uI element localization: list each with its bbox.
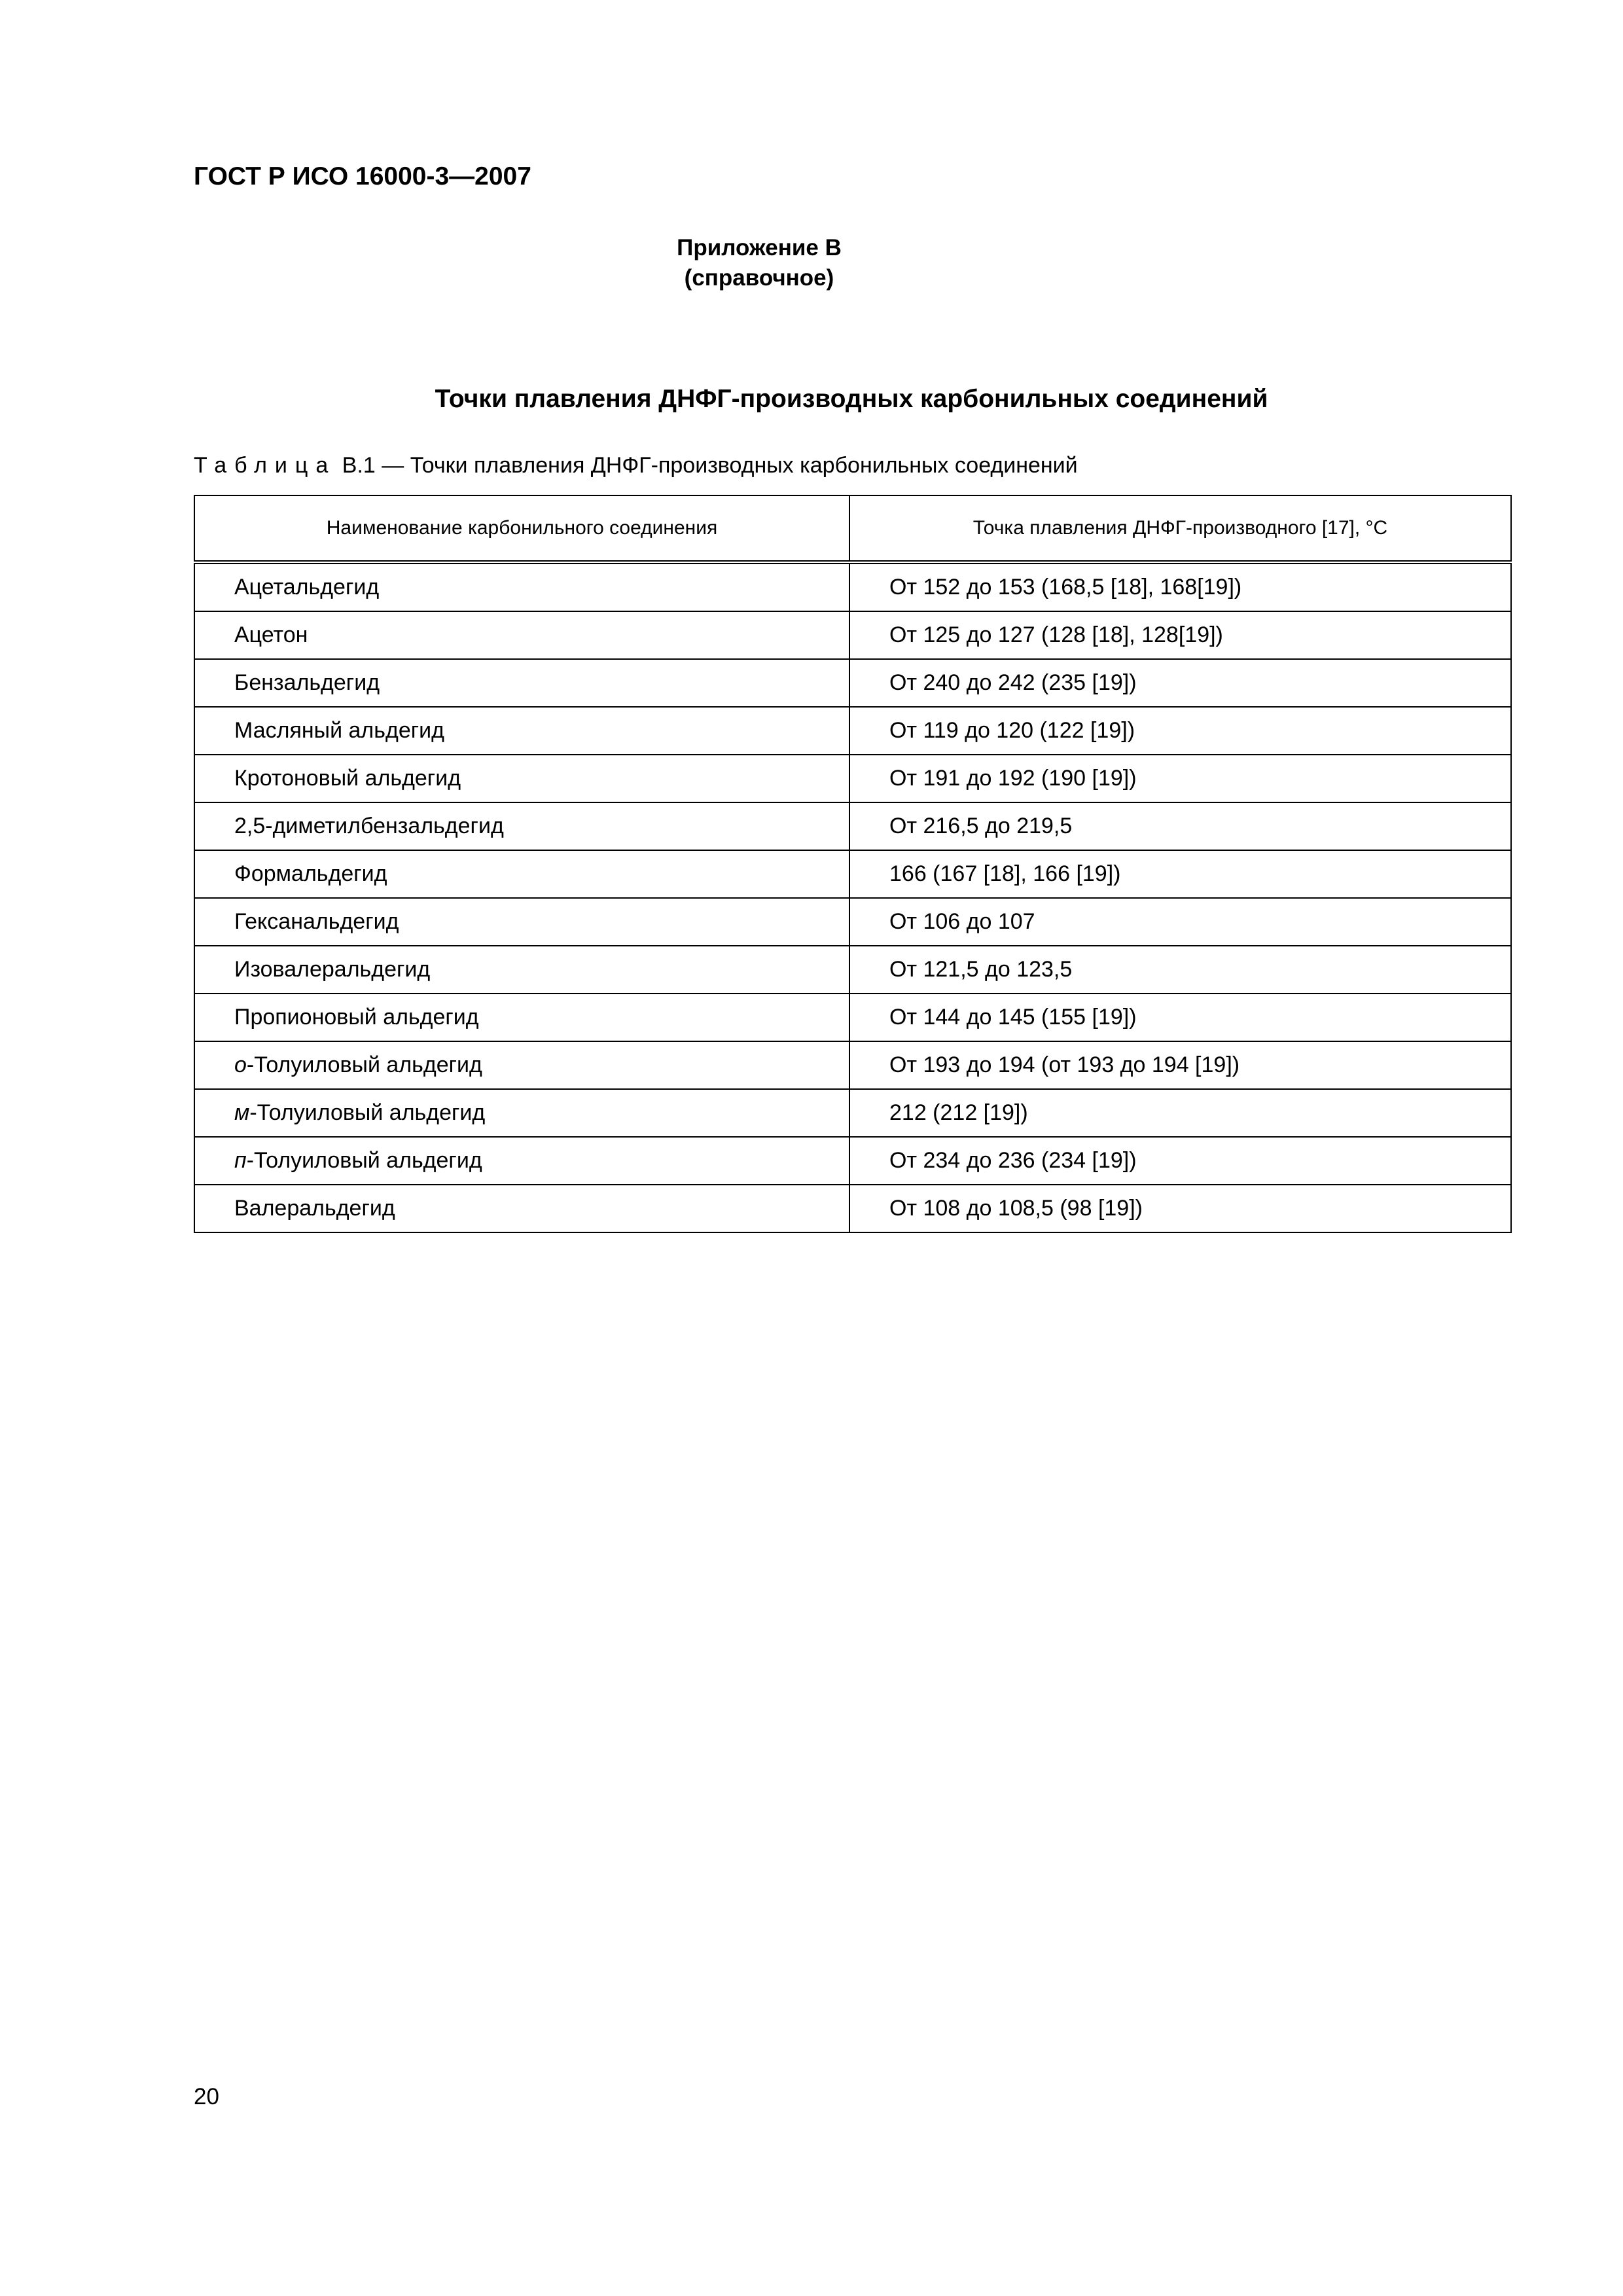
compound-name-cell bbox=[194, 562, 849, 611]
compound-name: -Толуиловый альдегид bbox=[249, 1100, 486, 1125]
melting-point-cell: От 106 до 107 bbox=[849, 898, 1511, 946]
table-row bbox=[194, 994, 1511, 1041]
table-caption bbox=[194, 453, 1078, 478]
isomer-prefix: о bbox=[234, 1052, 247, 1077]
melting-point-cell: От 234 до 236 (234 [19]) bbox=[849, 1137, 1511, 1185]
melting-point-cell: От 125 до 127 (128 [18], 128[19]) bbox=[849, 611, 1511, 659]
compound-name: -Толуиловый альдегид bbox=[246, 1148, 482, 1173]
table-row bbox=[194, 707, 1511, 755]
compound-name: -Толуиловый альдегид bbox=[246, 1052, 482, 1077]
page-number: 20 bbox=[194, 2084, 219, 2109]
table-row bbox=[194, 850, 1511, 898]
table-body bbox=[194, 562, 1511, 1232]
compound-name-cell bbox=[194, 1041, 849, 1089]
table-caption-word: Таблица bbox=[194, 453, 336, 478]
compound-name-cell bbox=[194, 802, 849, 850]
appendix-status: (справочное) bbox=[684, 265, 834, 291]
compound-name-cell bbox=[194, 946, 849, 994]
column-header-melting-point: Точка плавления ДНФГ-производного [17], °С bbox=[849, 495, 1511, 562]
section-title: Точки плавления ДНФГ-производных карбонильных соединений bbox=[435, 385, 1268, 413]
column-header-compound: Наименование карбонильного соединения bbox=[194, 495, 849, 562]
melting-point-cell: От 152 до 153 (168,5 [18], 168[19]) bbox=[849, 562, 1511, 611]
compound-name-cell bbox=[194, 611, 849, 659]
table-row bbox=[194, 1041, 1511, 1089]
compound-name-cell bbox=[194, 1185, 849, 1232]
melting-point-cell: От 191 до 192 (190 [19]) bbox=[849, 755, 1511, 802]
compound-name: Пропионовый альдегид bbox=[234, 1005, 479, 1030]
table-row bbox=[194, 1137, 1511, 1185]
isomer-prefix: м bbox=[234, 1100, 250, 1125]
document-code: ГОСТ Р ИСО 16000-3—2007 bbox=[194, 162, 531, 190]
melting-point-cell: От 193 до 194 (от 193 до 194 [19]) bbox=[849, 1041, 1511, 1089]
compound-name: Валеральдегид bbox=[234, 1196, 395, 1221]
compound-name-cell bbox=[194, 1089, 849, 1137]
table-header-row bbox=[194, 495, 1511, 562]
compound-name: Ацетальдегид bbox=[234, 575, 380, 600]
compound-name: 2,5-диметилбензальдегид bbox=[234, 814, 504, 838]
table-row bbox=[194, 611, 1511, 659]
melting-point-cell: От 240 до 242 (235 [19]) bbox=[849, 659, 1511, 707]
melting-point-cell: От 119 до 120 (122 [19]) bbox=[849, 707, 1511, 755]
table-row bbox=[194, 898, 1511, 946]
table-row bbox=[194, 755, 1511, 802]
melting-point-cell: 166 (167 [18], 166 [19]) bbox=[849, 850, 1511, 898]
table-caption-text: В.1 — Точки плавления ДНФГ-производных карбонильных соединений bbox=[342, 453, 1078, 478]
table-row bbox=[194, 562, 1511, 611]
appendix-title: Приложение В bbox=[677, 235, 842, 260]
table-row bbox=[194, 802, 1511, 850]
compound-name: Бензальдегид bbox=[234, 670, 380, 695]
compound-name-cell bbox=[194, 898, 849, 946]
melting-point-cell: От 216,5 до 219,5 bbox=[849, 802, 1511, 850]
melting-point-cell: От 108 до 108,5 (98 [19]) bbox=[849, 1185, 1511, 1232]
table-row bbox=[194, 1089, 1511, 1137]
compound-name-cell bbox=[194, 850, 849, 898]
compound-name-cell bbox=[194, 994, 849, 1041]
compound-name: Формальдегид bbox=[234, 861, 387, 886]
compound-name: Кротоновый альдегид bbox=[234, 766, 461, 791]
compound-name: Гексанальдегид bbox=[234, 909, 399, 934]
melting-points-table bbox=[194, 495, 1512, 1233]
compound-name-cell bbox=[194, 1137, 849, 1185]
melting-point-cell: От 144 до 145 (155 [19]) bbox=[849, 994, 1511, 1041]
compound-name: Ацетон bbox=[234, 622, 308, 647]
table-row bbox=[194, 659, 1511, 707]
table-row bbox=[194, 946, 1511, 994]
compound-name-cell bbox=[194, 755, 849, 802]
appendix-heading bbox=[661, 233, 857, 293]
compound-name: Изовалеральдегид bbox=[234, 957, 431, 982]
table-row bbox=[194, 1185, 1511, 1232]
compound-name: Масляный альдегид bbox=[234, 718, 444, 743]
melting-point-cell: От 121,5 до 123,5 bbox=[849, 946, 1511, 994]
compound-name-cell bbox=[194, 707, 849, 755]
compound-name-cell bbox=[194, 659, 849, 707]
melting-point-cell: 212 (212 [19]) bbox=[849, 1089, 1511, 1137]
isomer-prefix: п bbox=[234, 1148, 247, 1173]
